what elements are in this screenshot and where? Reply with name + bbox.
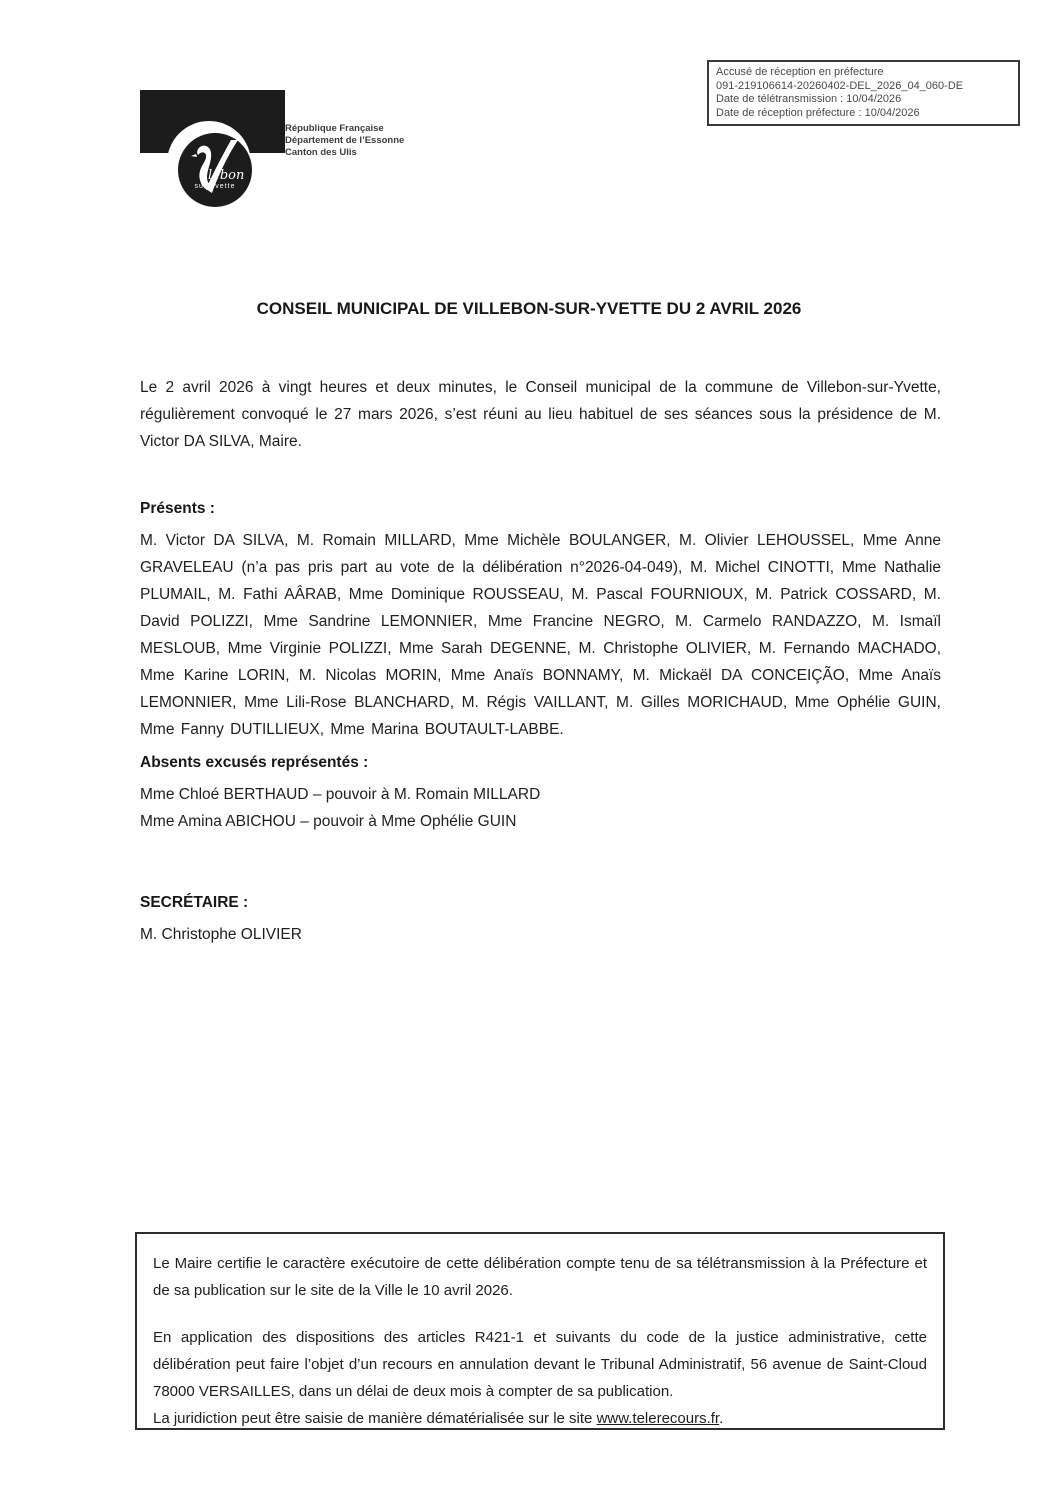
presents-list: M. Victor DA SILVA, M. Romain MILLARD, Mme Michèle BOULANGER, M. Olivier LEHOUSSEL, Mme Anne GRAVELEAU (n’a pas pris part au vote de la délibération n°2026-04-049), M. Michel CINOTTI, Mme Nathalie PLUMAIL, M. Fathi AÂRAB, Mme Dominique ROUSSEAU, M. Pascal FOURNIOUX, M. Patrick COSSARD, M. David POLIZZI, Mme Sandrine LEMONNIER, Mme Francine NEGRO, M. Carmelo RANDAZZO, M. Ismaïl MESLOUB, Mme Virginie POLIZZI, Mme Sarah DEGENNE, M. Christophe OLIVIER, M. Fernando MACHADO, Mme Karine LORIN, M. Nicolas MORIN, Mme Anaïs BONNAMY, M. Mickaël DA CONCEIÇÃO, Mme Anaïs LEMONNIER, Mme Lili-Rose BLANCHARD, M. Régis VAILLANT, M. Gilles MORICHAUD, Mme Ophélie GUIN, Mme Fanny DUTILLIEUX, Mme Marina BOUTAULT-LABBE. bbox=[140, 532, 941, 738]
secretaire-name: M. Christophe OLIVIER bbox=[140, 926, 302, 943]
absent-proxy-line: Mme Chloé BERTHAUD – pouvoir à M. Romain MILLARD bbox=[140, 786, 541, 803]
page-title: CONSEIL MUNICIPAL DE VILLEBON-SUR-YVETTE DU 2 AVRIL 2026 bbox=[256, 299, 802, 318]
logo-black-disc bbox=[178, 133, 252, 207]
telerecours-suffix: . bbox=[719, 1410, 724, 1427]
secretaire-label: SECRÉTAIRE : bbox=[140, 894, 249, 911]
logo-script-text: illebon bbox=[199, 168, 245, 183]
telerecours-link[interactable]: www.telerecours.fr bbox=[596, 1410, 720, 1427]
executory-notice: Le Maire certifie le caractère exécutoire de cette délibération compte tenu de sa télétransmission à la Préfecture et de sa publication sur le site de la Ville le 10 avril 2026. bbox=[153, 1255, 927, 1299]
stamp-line: Date de réception préfecture : 10/04/2026 bbox=[716, 106, 920, 119]
stamp-line: Accusé de réception en préfecture bbox=[716, 66, 884, 78]
stamp-line: Date de télétransmission : 10/04/2026 bbox=[716, 93, 902, 105]
telerecours-prefix: La juridiction peut être saisie de manière dématérialisée sur le site bbox=[153, 1410, 597, 1427]
authority-block bbox=[285, 123, 404, 159]
presents-label: Présents : bbox=[140, 500, 215, 517]
telerecours-notice bbox=[153, 1405, 927, 1432]
intro-paragraph: Le 2 avril 2026 à vingt heures et deux minutes, le Conseil municipal de la commune de Villebon-sur-Yvette, régulièrement convoqué le 27 mars 2026, s’est réuni au lieu habituel de ses séances sous la présidence de M. Victor DA SILVA, Maire. bbox=[140, 379, 941, 450]
prefecture-stamp bbox=[707, 60, 1020, 126]
authority-line: Département de l’Essonne bbox=[285, 135, 405, 146]
authority-line: République Française bbox=[285, 123, 384, 134]
stamp-line: 091-219106614-20260402-DEL_2026_04_060-DE bbox=[716, 79, 964, 92]
absent-proxy-line: Mme Amina ABICHOU – pouvoir à Mme Ophélie GUIN bbox=[140, 813, 517, 830]
logo-sub-text: sur Yvette bbox=[194, 183, 236, 190]
appeal-notice bbox=[153, 1324, 927, 1405]
absents-list bbox=[140, 781, 540, 835]
appeal-notice-text: En application des dispositions des articles R421-1 et suivants du code de la justice administrative, cette délibération peut faire l’objet d’un recours en annulation devant le Tribunal Administratif, 56 avenue de Saint-Cloud 78000 VERSAILLES, dans un délai de deux mois à compter de sa publication. bbox=[153, 1329, 927, 1400]
absents-label: Absents excusés représentés : bbox=[140, 754, 369, 771]
legal-notice-box bbox=[135, 1232, 945, 1430]
authority-line: Canton des Ulis bbox=[285, 147, 357, 158]
